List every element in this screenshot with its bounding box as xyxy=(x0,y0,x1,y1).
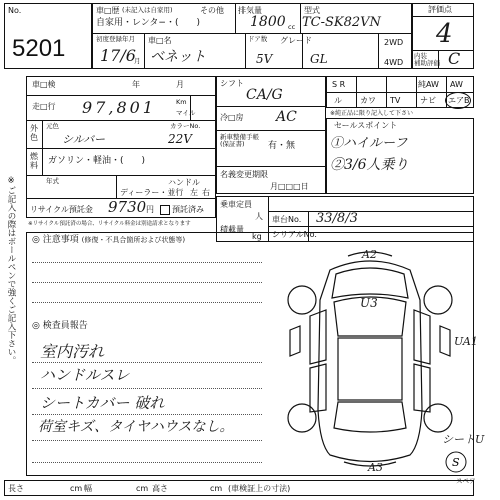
recycle-value: 9730 xyxy=(108,198,147,216)
car-diagram xyxy=(270,240,470,476)
color-no-value: 22V xyxy=(168,132,192,146)
mark-a2: A2 xyxy=(362,248,377,261)
color-ext-label: 外 色 xyxy=(30,124,38,142)
mark-a3: A3 xyxy=(368,461,383,474)
weight-unit: kg xyxy=(252,232,262,241)
equip-kawa: カワ xyxy=(360,96,376,105)
mile-unit: マイル xyxy=(176,109,196,117)
original-color-label: 元色 xyxy=(46,122,59,130)
fuel-label: 燃 料 xyxy=(30,152,38,170)
aircon-label: 冷□房 xyxy=(220,113,244,122)
footer-note: (車検証上の寸法) xyxy=(228,484,291,493)
shift-label: シフト xyxy=(220,79,244,88)
no-label: No. xyxy=(8,6,22,15)
equip-tv: TV xyxy=(390,96,401,105)
equip-sr: S R xyxy=(332,80,346,89)
drive-4wd: 4WD xyxy=(384,58,404,67)
name-change-unit: 月□□□日 xyxy=(270,182,309,191)
mark-u3: U3 xyxy=(360,296,378,310)
inspector-label: ◎ 検査員報告 xyxy=(32,321,88,331)
inspector-line-1: 室内汚れ xyxy=(40,342,105,361)
inspector-line-4: 荷室キズ、タイヤハウスなし。 xyxy=(38,419,234,435)
side-note: ※ご記入の際はボールペンで強くご記入下さい。 xyxy=(6,176,16,365)
km-unit: Km xyxy=(176,98,187,106)
cc-unit: cc xyxy=(288,23,296,31)
mileage-value: 97,801 xyxy=(82,98,156,117)
score-label: 評価点 xyxy=(428,5,452,14)
grade-label: グレード xyxy=(280,36,312,45)
car-name-label: 車□名 xyxy=(148,36,172,45)
shaken-label: 車□検 xyxy=(32,80,56,89)
capacity-label: 乗車定員 xyxy=(220,200,252,209)
dealer-label: ディーラー・並行 xyxy=(120,188,184,197)
mark-ua1: UA1 xyxy=(454,335,478,348)
recycle-label: リサイクル預託金 xyxy=(30,205,93,214)
mark-seat-u: シートU xyxy=(442,433,485,446)
height-cm: cm xyxy=(210,484,223,493)
gear-icon: ◎ xyxy=(32,321,40,331)
equip-aw: AW xyxy=(450,80,463,89)
recycle-done: 預託済み xyxy=(172,205,204,214)
sales-point-2: ②3/6人乗り xyxy=(330,157,409,173)
equip-oem-aw: 純AW xyxy=(418,80,439,89)
first-reg-label: 初度登録年月 xyxy=(96,35,135,43)
length-label: 長さ xyxy=(8,484,24,493)
service-book-value: 有・無 xyxy=(268,141,296,151)
width-cm: cm xyxy=(136,484,149,493)
first-reg-value: 17/6 xyxy=(100,46,136,65)
serial-label: シリアルNo. xyxy=(272,230,317,239)
other-label: その他 xyxy=(200,6,224,15)
recycle-unit: 円 xyxy=(146,205,154,214)
aircon-value: AC xyxy=(276,109,297,125)
recycle-checkbox[interactable] xyxy=(160,205,170,215)
chassis-label: 車台No. xyxy=(272,215,302,224)
interior-value: C xyxy=(448,49,461,68)
weight-label: 積載量 xyxy=(220,225,244,234)
shaken-month: 月 xyxy=(176,80,184,89)
shift-value: CA/G xyxy=(246,87,283,103)
name-change-label: 名義変更期限 xyxy=(220,170,268,179)
sales-point-1: ①ハイルーフ xyxy=(330,136,408,151)
length-cm: cm xyxy=(70,484,83,493)
spare-label: スペア xyxy=(456,477,476,485)
score-value: 4 xyxy=(436,19,453,49)
interior-label: 内装 補助評価 xyxy=(414,52,440,67)
right-label: 右 xyxy=(202,188,210,197)
model-value: TC-SK82VN xyxy=(302,15,381,30)
handle-label: ハンドル xyxy=(168,178,200,187)
doors-label: ドア数 xyxy=(248,35,268,43)
service-book-label: 新車整備手帳 (保証書) xyxy=(220,133,259,148)
capacity-unit: 人 xyxy=(255,212,263,221)
displacement-value: 1800 xyxy=(250,14,286,30)
width-label: 幅 xyxy=(84,484,92,493)
inspector-line-2: ハンドルスレ xyxy=(40,366,130,384)
equip-leather: ル xyxy=(334,96,342,105)
history-label: 車□歴 xyxy=(96,6,120,15)
spare-mark: S xyxy=(452,456,460,469)
airbag-circle xyxy=(445,92,471,109)
lot-number: 5201 xyxy=(12,35,66,62)
left-label: 左 xyxy=(190,188,198,197)
history-options: 自家用・レンタ−・( ) xyxy=(96,18,200,28)
displacement-label: 排気量 xyxy=(238,6,262,15)
car-name-value: ベネット xyxy=(150,49,206,65)
gear-icon: ◎ xyxy=(32,235,40,245)
month-unit: 月 xyxy=(134,57,141,65)
sales-points-label: セールスポイント xyxy=(334,121,398,130)
grade-value: GL xyxy=(310,52,328,66)
mileage-label: 走□行 xyxy=(32,102,56,111)
history-note: (未記入は自家用) xyxy=(122,6,173,14)
original-color-value: シルバー xyxy=(62,133,105,146)
shaken-year: 年 xyxy=(132,80,140,89)
fuel-value: ガソリン・軽油・( ) xyxy=(48,156,146,166)
equip-navi: ナビ xyxy=(420,96,436,105)
caution-label: ◎ 注意事項 (修復・不具合箇所および状態等) xyxy=(32,235,186,245)
doors-value: 5V xyxy=(256,52,273,66)
color-no-label: カラーNo. xyxy=(170,122,201,130)
height-label: 高さ xyxy=(152,484,168,493)
model-label: 型式 xyxy=(304,6,320,15)
year-label: 年式 xyxy=(46,177,59,185)
recycle-note: ※リサイクル預託済の場合、リサイクル料金は別途請求となります xyxy=(28,221,191,227)
equipment-note: ※純正品に限り記入して下さい xyxy=(330,110,414,117)
chassis-value: 33/8/3 xyxy=(316,211,358,226)
drive-2wd: 2WD xyxy=(384,38,404,47)
inspector-line-3: シートカバー 破れ xyxy=(40,394,165,412)
equip-airbag: エアB xyxy=(448,96,470,105)
